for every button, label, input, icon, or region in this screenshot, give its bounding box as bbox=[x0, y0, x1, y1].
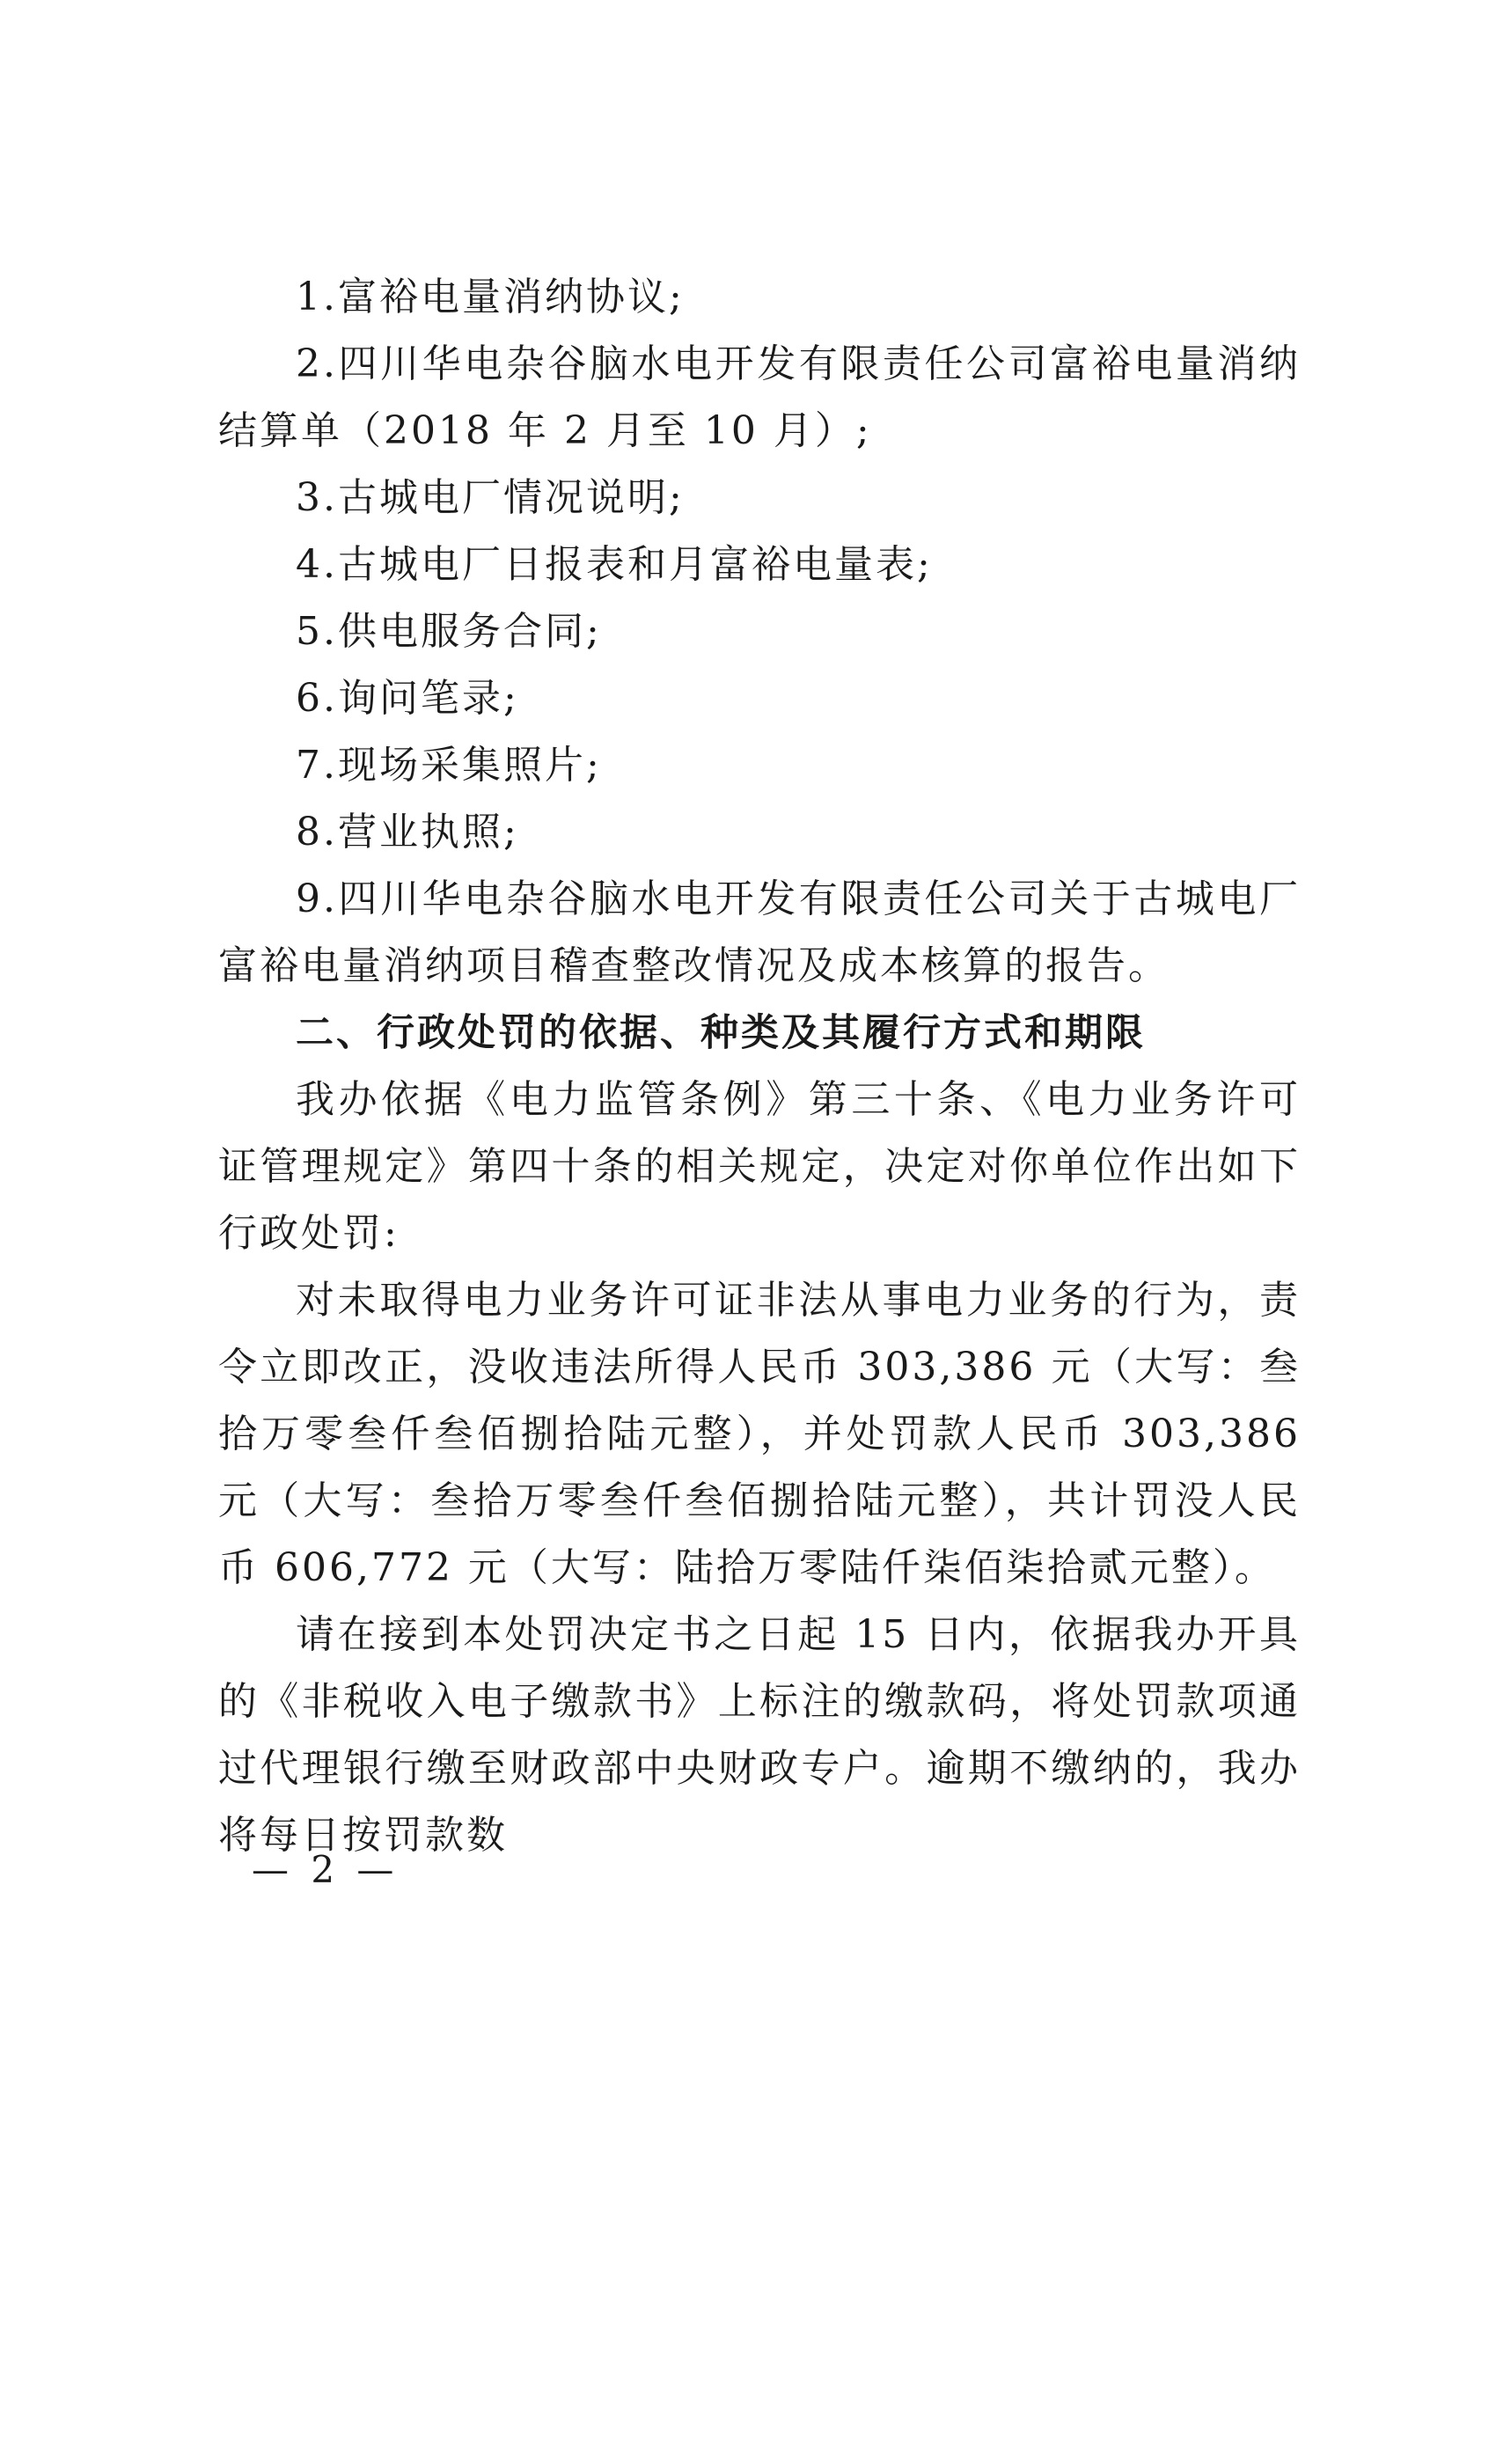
payment-paragraph: 请在接到本处罚决定书之日起 15 日内，依据我办开具的《非税收入电子缴款书》上标注的缴款码，将处罚款项通过代理银行缴至财政部中央财政专户。逾期不缴纳的，我办将每日按罚款数 bbox=[218, 1612, 1301, 1858]
attachment-item-3: 3.古城电厂情况说明; bbox=[296, 475, 685, 520]
attachment-item-9: 9.四川华电杂谷脑水电开发有限责任公司关于古城电厂富裕电量消纳项目稽查整改情况及成本核算的报告。 bbox=[218, 876, 1301, 988]
attachment-item-5: 5.供电服务合同; bbox=[296, 609, 602, 654]
penalty-paragraph: 对未取得电力业务许可证非法从事电力业务的行为，责令立即改正，没收违法所得人民币 303,386 元（大写：叁拾万零叁仟叁佰捌拾陆元整），并处罚款人民币 303,386 元（大写：叁拾万零叁仟叁佰捌拾陆元整），共计罚没人民币 606,772 元（大写：陆拾万零陆仟柒佰柒拾贰元整）。 bbox=[218, 1278, 1301, 1590]
section-heading: 二、行政处罚的依据、种类及其履行方式和期限 bbox=[296, 1011, 1146, 1055]
attachment-item-2: 2.四川华电杂谷脑水电开发有限责任公司富裕电量消纳结算单（2018 年 2 月至 10 月）; bbox=[218, 341, 1301, 453]
attachment-item-4: 4.古城电厂日报表和月富裕电量表; bbox=[296, 542, 933, 587]
attachment-item-7: 7.现场采集照片; bbox=[296, 743, 602, 788]
document-body bbox=[218, 264, 1301, 1869]
attachment-item-6: 6.询问笔录; bbox=[296, 676, 519, 721]
legal-basis-paragraph: 我办依据《电力监管条例》第三十条、《电力业务许可证管理规定》第四十条的相关规定，决定对你单位作出如下行政处罚: bbox=[218, 1077, 1301, 1256]
attachment-item-1: 1.富裕电量消纳协议; bbox=[296, 275, 685, 319]
attachment-item-8: 8.营业执照; bbox=[296, 810, 519, 854]
page-number: — 2 — bbox=[252, 1848, 400, 1891]
